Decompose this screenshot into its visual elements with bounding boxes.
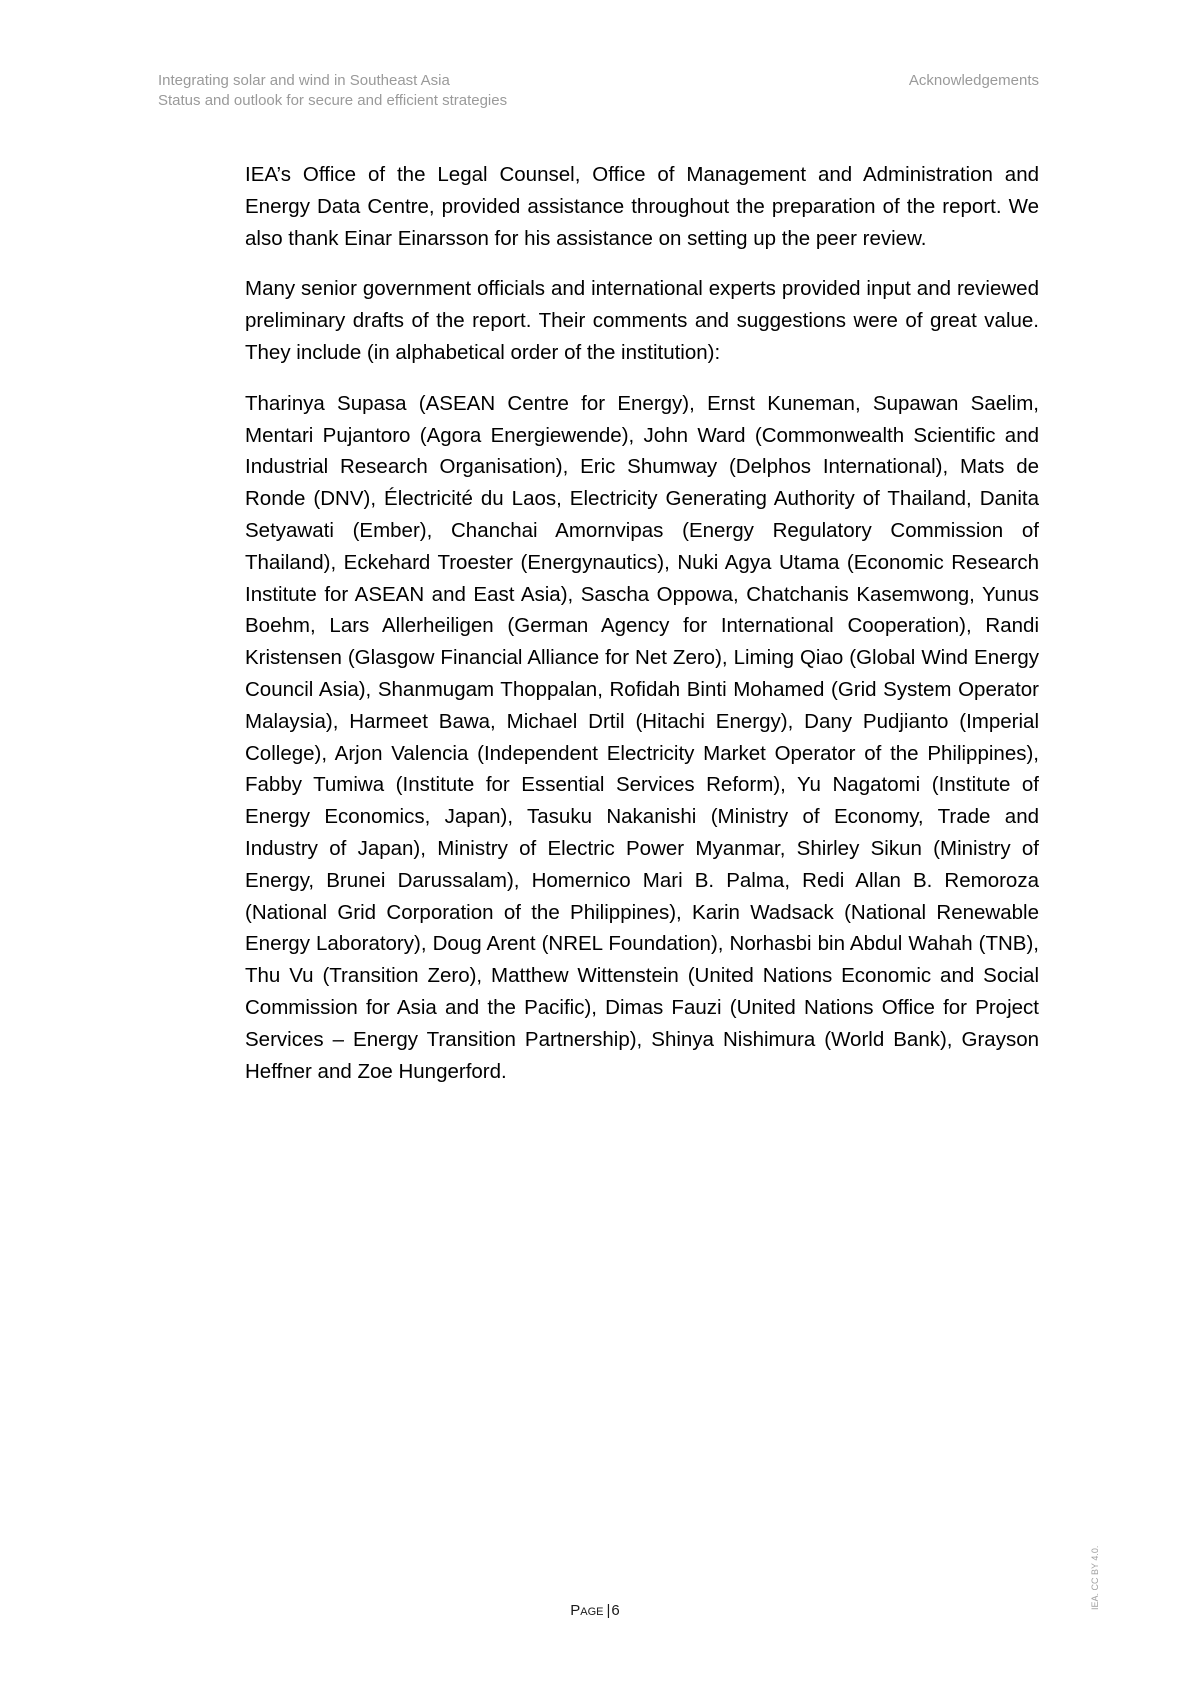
report-title: Integrating solar and wind in Southeast Asia <box>158 72 450 89</box>
page-separator: | <box>606 1602 611 1619</box>
page-number: 6 <box>611 1602 620 1619</box>
running-header <box>158 71 507 111</box>
page-label: Page <box>570 1602 604 1619</box>
section-title: Acknowledgements <box>908 72 1039 89</box>
paragraph: Tharinya Supasa (ASEAN Centre for Energy), Ernst Kuneman, Supawan Saelim, Mentari Pujantoro (Agora Energiewende), John Ward (Commonwealth Scientific and Industrial Research Organisation), Eric Shumway (Delphos International), Mats de Ronde (DNV), Électricité du Laos, Electricity Generating Authority of Thailand, Danita Setyawati (Ember), Chanchai Amornvipas (Energy Regulatory Commission of Thailand), Eckehard Troester (Energynautics), Nuki Agya Utama (Economic Research Institute for ASEAN and East Asia), Sascha Oppowa, Chatchanis Kasemwong, Yunus Boehm, Lars Allerheiligen (German Agency for International Cooperation), Randi Kristensen (Glasgow Financial Alliance for Net Zero), Liming Qiao (Global Wind Energy Council Asia), Shanmugam Thoppalan, Rofidah Binti Mohamed (Grid System Operator Malaysia), Harmeet Bawa, Michael Drtil (Hitachi Energy), Dany Pudjianto (Imperial College), Arjon Valencia (Independent Electricity Market Operator of the Philippines), Fabby Tumiwa (Institute for Essential Services Reform), Yu Nagatomi (Institute of Energy Economics, Japan), Tasuku Nakanishi (Ministry of Economy, Trade and Industry of Japan), Ministry of Electric Power Myanmar, Shirley Sikun (Ministry of Energy, Brunei Darussalam), Homernico Mari B. Palma, Redi Allan B. Remoroza (National Grid Corporation of the Philippines), Karin Wadsack (National Renewable Energy Laboratory), Doug Arent (NREL Foundation), Norhasbi bin Abdul Wahah (TNB), Thu Vu (Transition Zero), Matthew Wittenstein (United Nations Economic and Social Commission for Asia and the Pacific), Dimas Fauzi (United Nations Office for Project Services – Energy Transition Partnership), Shinya Nishimura (World Bank), Grayson Heffner and Zoe Hungerford. <box>245 391 1039 1083</box>
body-text <box>245 159 1039 1106</box>
page-footer <box>0 1602 1190 1619</box>
paragraph: IEA’s Office of the Legal Counsel, Office of Management and Administration and Energy Data Centre, provided assistance throughout the preparation of the report. We also thank Einar Einarsson for his assistance on setting up the peer review. <box>245 163 1039 250</box>
paragraph: Many senior government officials and international experts provided input and reviewed preliminary drafts of the report. Their comments and suggestions were of great value. They include (in alphabetical order of the institution): <box>245 277 1039 364</box>
report-subtitle: Status and outlook for secure and efficient strategies <box>158 92 508 109</box>
license-notice: IEA. CC BY 4.0. <box>1090 1545 1100 1610</box>
